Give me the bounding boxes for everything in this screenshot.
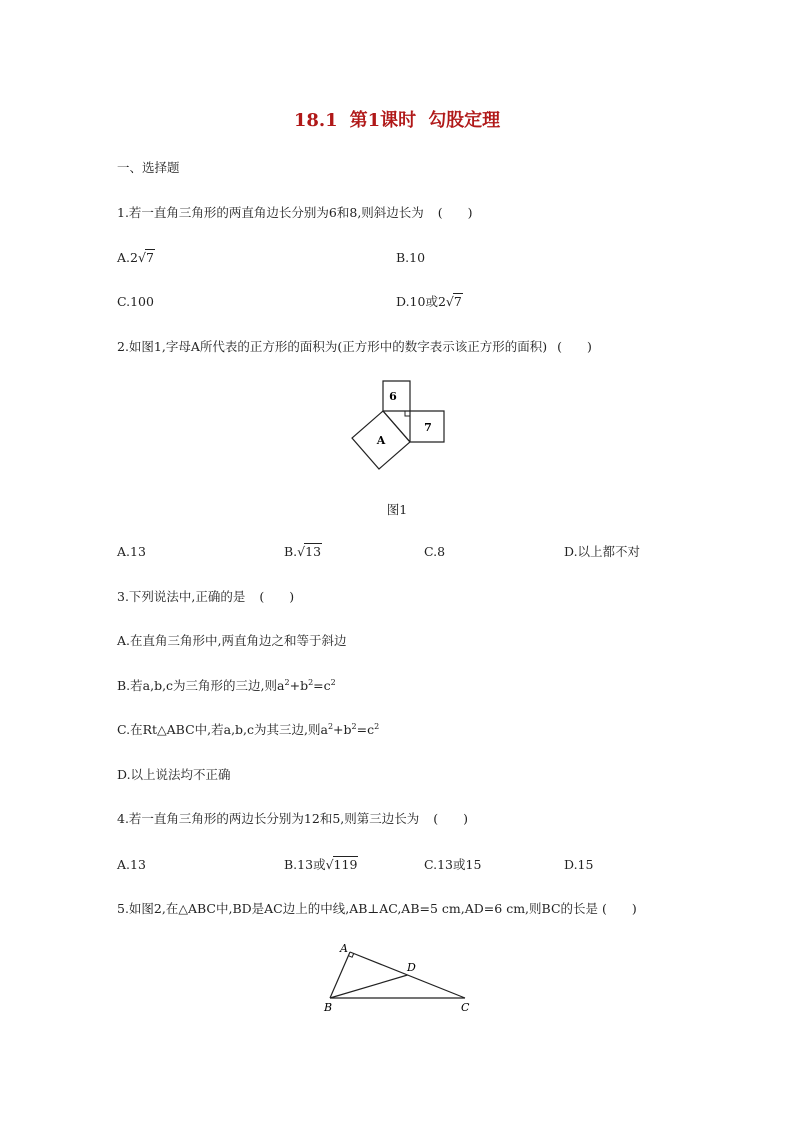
- exponent: 2: [330, 677, 336, 687]
- option-c-text: C.在Rt△ABC中,若a,b,c为其三边,则a: [117, 722, 328, 737]
- question-3-stem: 3.下列说法中,正确的是: [117, 589, 246, 604]
- question-5-stem: 5.如图2,在△ABC中,BD是AC边上的中线,AB⊥AC,AB=5 cm,AD=6 cm,则BC的长是: [117, 901, 599, 916]
- exponent: 2: [284, 677, 290, 687]
- option-a: A.在直角三角形中,两直角边之和等于斜边: [117, 633, 347, 648]
- figure-1-squares: [340, 375, 460, 475]
- option-c: C.8: [424, 544, 446, 559]
- option-a: A.13: [117, 857, 146, 872]
- question-2: [117, 339, 592, 355]
- exponent: 2: [374, 721, 380, 731]
- sqrt-symbol: √7: [137, 250, 154, 265]
- answer-paren: ( ): [602, 901, 637, 916]
- option-b: B.10: [396, 250, 426, 265]
- option-b-text: B.13或: [284, 857, 326, 872]
- answer-paren: ( ): [437, 205, 473, 220]
- median-bd: [330, 975, 408, 998]
- option-c-text: +b: [333, 722, 352, 737]
- option-b-text: B.: [284, 544, 298, 559]
- point-d-label: D: [407, 961, 416, 974]
- radicand: 119: [333, 857, 358, 872]
- option-d: D.15: [564, 857, 594, 872]
- exponent: 2: [308, 677, 314, 687]
- question-3: [117, 589, 294, 605]
- option-c-text: =c: [356, 722, 375, 737]
- option-c: C.100: [117, 294, 154, 309]
- radicand: 13: [305, 544, 322, 559]
- question-2-stem: 2.如图1,字母A所代表的正方形的面积为(正方形中的数字表示该正方形的面积): [117, 339, 548, 354]
- side-ab: [330, 952, 350, 998]
- page-title: [0, 106, 794, 132]
- option-b: [284, 857, 358, 873]
- figure-1-caption: 图1: [386, 502, 408, 517]
- radicand: 7: [145, 250, 154, 265]
- label-7: 7: [424, 421, 432, 434]
- answer-paren: ( ): [433, 811, 469, 826]
- vertex-a-label: A: [340, 942, 348, 955]
- option-b-text: =c: [313, 678, 331, 693]
- right-angle-mark: [405, 411, 410, 416]
- option-a: A.13: [117, 544, 146, 559]
- answer-paren: ( ): [259, 589, 295, 604]
- option-d: D.以上说法均不正确: [117, 767, 231, 782]
- option-d: [396, 294, 463, 310]
- label-6: 6: [389, 390, 397, 403]
- option-c: C.13或15: [424, 857, 482, 872]
- option-b-text: +b: [289, 678, 309, 693]
- vertex-c-label: C: [461, 1001, 470, 1014]
- radicand: 7: [453, 294, 462, 309]
- sqrt-symbol: √13: [297, 544, 322, 559]
- exponent: 2: [327, 721, 334, 731]
- title-number: 18.1: [293, 110, 338, 131]
- question-5: [117, 901, 637, 917]
- option-b-text: B.若a,b,c为三角形的三边,则a: [117, 678, 285, 693]
- option-d-text: D.10或2: [396, 294, 446, 309]
- title-topic: 勾股定理: [428, 110, 501, 131]
- sqrt-symbol: √119: [325, 857, 358, 872]
- label-a: A: [376, 434, 386, 447]
- option-c: [117, 722, 379, 738]
- exponent: 2: [351, 721, 357, 731]
- option-a-text: A.2: [117, 250, 138, 265]
- question-1: [117, 205, 473, 221]
- sqrt-symbol: √7: [445, 294, 462, 309]
- answer-paren: ( ): [557, 339, 592, 354]
- option-b: [117, 678, 336, 694]
- option-b: [284, 544, 322, 560]
- question-4-stem: 4.若一直角三角形的两边长分别为12和5,则第三边长为: [117, 811, 420, 826]
- option-a: [117, 250, 155, 266]
- question-4: [117, 811, 468, 827]
- section-heading: 一、选择题: [117, 160, 180, 175]
- figure-2-triangle: [315, 940, 485, 1020]
- question-1-stem: 1.若一直角三角形的两直角边长分别为6和8,则斜边长为: [117, 205, 424, 220]
- option-d: D.以上都不对: [564, 544, 641, 559]
- vertex-b-label: B: [324, 1001, 333, 1014]
- title-lesson: 第1课时: [349, 110, 417, 131]
